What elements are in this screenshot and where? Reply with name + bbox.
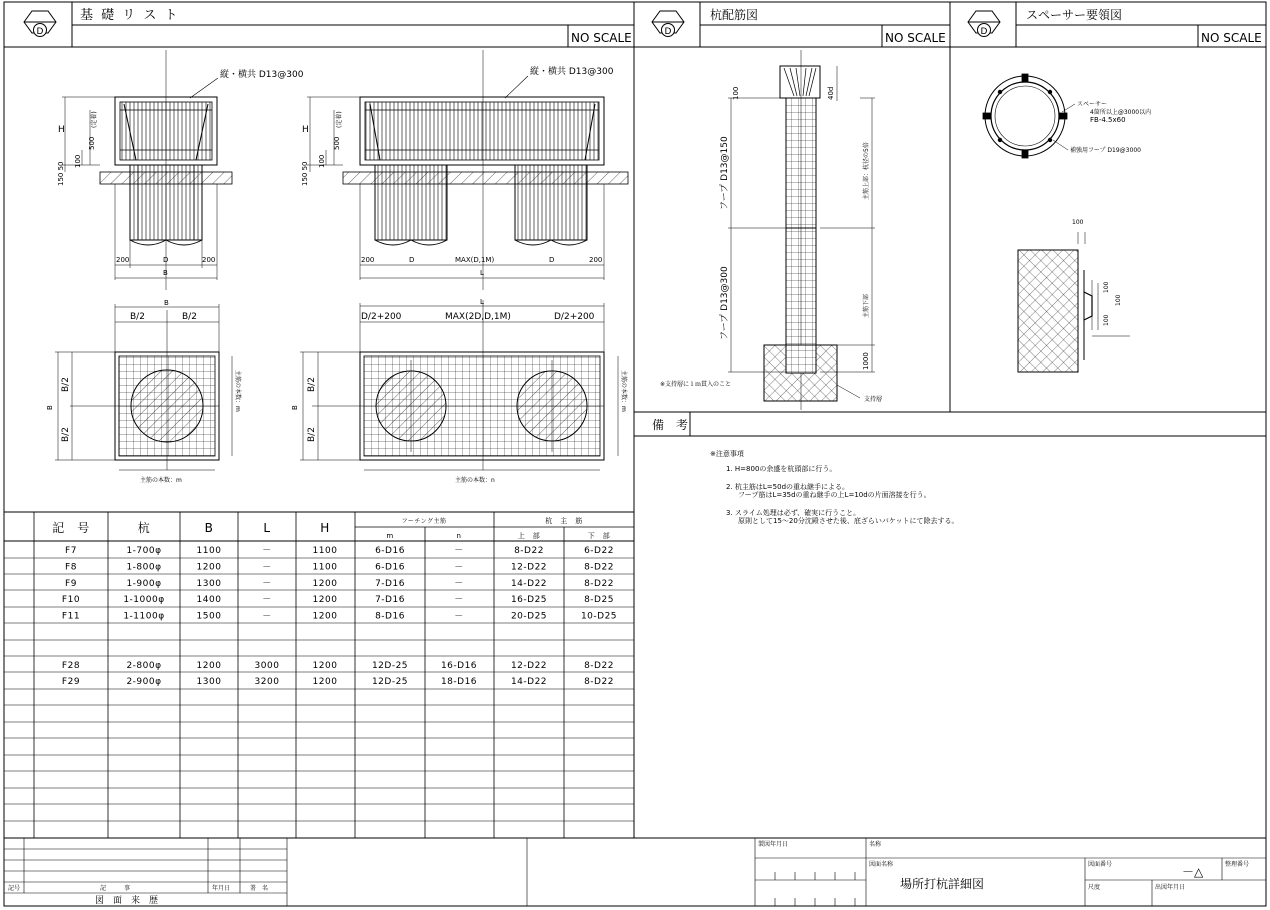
tb-revision-date: 年月日 xyxy=(212,885,231,892)
plan-main-count-m-vert: 主筋の本数：m xyxy=(234,370,241,412)
section-mark: D xyxy=(980,27,988,37)
pile-panel-title: 杭配筋図 xyxy=(710,8,759,22)
tb-revision-mark: 記号 xyxy=(8,885,21,892)
table-cell: － xyxy=(262,611,272,622)
spacer-detail-labels xyxy=(1070,101,1151,326)
remarks xyxy=(652,412,958,525)
spacer-spec-1: 4箇所以上@3000以内 xyxy=(1090,109,1152,116)
table-cell: － xyxy=(262,562,272,573)
table-cell: 1-1000φ xyxy=(123,595,165,606)
table-cell: 8-D22 xyxy=(584,677,614,688)
table-cell: 18-D16 xyxy=(440,677,478,688)
table-cell: 1200 xyxy=(312,611,338,622)
dim-500: 500 xyxy=(88,136,96,150)
th-L: L xyxy=(263,521,271,535)
table-cell: 1-800φ xyxy=(126,562,162,573)
table-cell: 1200 xyxy=(312,595,338,606)
tb-revision-record: 記 事 xyxy=(100,885,131,892)
table-cell: 1-700φ xyxy=(126,546,162,556)
spacer-dim-100-low: 100 xyxy=(1103,314,1110,326)
table-cell: 12-D22 xyxy=(510,660,548,671)
plan-dim-L: L xyxy=(480,298,484,306)
dim-fixed: (定着) xyxy=(91,111,98,128)
plan-dim-max-2d: MAX(2D,D,1M) xyxy=(445,312,511,322)
tb-drawing-no-label: 図面番号 xyxy=(1088,861,1113,868)
table-cell: － xyxy=(454,546,464,556)
spacer-hoop: 補強用フープ D19@3000 xyxy=(1070,147,1141,154)
tb-sheet-label: 整理番号 xyxy=(1225,861,1250,868)
table-cell: F29 xyxy=(61,677,81,688)
pile-hoop-lower: フープ D13@300 xyxy=(720,266,730,340)
table-cell: 8-D22 xyxy=(584,660,614,671)
remark-item-5: 原則として15～20分沈殿させた後、底ざらいバケットにて除去する。 xyxy=(738,517,959,525)
dim-D: D xyxy=(163,256,169,264)
th-pile-main: 杭 主 筋 xyxy=(545,517,583,525)
table-cell: 1400 xyxy=(196,595,222,606)
table-cell: F7 xyxy=(65,546,77,556)
pile-dim-1000: 1000 xyxy=(862,352,870,370)
table-cell: 14-D22 xyxy=(510,578,548,589)
remarks-title: 備 考 xyxy=(652,418,689,432)
dim-H: H xyxy=(58,125,65,135)
table-cell: － xyxy=(454,578,464,589)
table-cell: F8 xyxy=(65,562,77,573)
table-cell: 6-D16 xyxy=(375,562,405,573)
th-lower: 下 部 xyxy=(587,532,611,540)
plan-main-count-m: 主筋の本数：m xyxy=(140,477,182,484)
pile-detail xyxy=(728,50,875,410)
rebar-note: 縦・横共 D13@300 xyxy=(220,70,304,80)
tb-history: 図 面 来 歴 xyxy=(95,896,159,906)
table-cell: 6-D22 xyxy=(584,546,614,556)
plan-dim-B: B xyxy=(164,299,169,307)
th-n: n xyxy=(456,532,462,540)
remark-item-1: 1. H=800の余盛を杭頭部に行う。 xyxy=(726,465,837,473)
plan-dim-B2-down: B/2 xyxy=(61,427,71,442)
table-cell: 1-900φ xyxy=(126,578,162,589)
th-upper: 上 部 xyxy=(517,532,541,540)
plan-dim-d2-right: D/2+200 xyxy=(554,312,595,322)
dim-200-left: 200 xyxy=(361,256,375,264)
spacer-panel-scale: NO SCALE xyxy=(1201,31,1262,45)
dim-100: 100 xyxy=(74,154,82,168)
remark-item-4: 3. スライム処理は必ず、確実に行うこと。 xyxy=(726,509,861,517)
spacer-name: スペーサー xyxy=(1077,101,1108,108)
remark-item-2: 2. 杭主筋はL=50dの重ね継手による。 xyxy=(726,483,850,491)
plan-dim-B-vert: B xyxy=(46,405,54,410)
dim-L: L xyxy=(480,269,484,277)
table-cell: － xyxy=(454,562,464,573)
table-cell: 8-D16 xyxy=(375,611,405,622)
table-cell: F28 xyxy=(61,660,81,671)
table-cell: 8-D22 xyxy=(584,562,614,573)
spacer-dim-100-mid: 100 xyxy=(1115,294,1122,306)
table-cell: 8-D22 xyxy=(514,546,544,556)
th-mark: 記 号 xyxy=(52,521,90,535)
pile-panel-scale: NO SCALE xyxy=(885,31,946,45)
foundation-table-grid xyxy=(4,512,634,838)
table-cell: 7-D16 xyxy=(375,578,405,589)
pile-dim-100: 100 xyxy=(732,86,740,100)
table-cell: － xyxy=(262,546,272,556)
table-cell: 1200 xyxy=(312,578,338,589)
th-B: B xyxy=(204,521,214,535)
table-cell: F10 xyxy=(61,595,81,606)
dim-200-right: 200 xyxy=(202,256,216,264)
table-cell: 1-1100φ xyxy=(123,611,165,622)
table-cell: 1200 xyxy=(312,660,338,671)
table-cell: 1100 xyxy=(312,562,338,573)
foundation-table-header xyxy=(52,516,610,540)
plan-dim-B2-up: B/2 xyxy=(61,377,71,392)
dim-200-left: 200 xyxy=(116,256,130,264)
dim-max-d1m: MAX(D,1M) xyxy=(455,256,495,264)
th-footing: フーチング主筋 xyxy=(401,518,447,525)
dim-150-50: 150 50 xyxy=(301,161,309,186)
section-mark: D xyxy=(664,27,672,37)
rebar-note: 縦・横共 D13@300 xyxy=(530,67,614,77)
pile-support-layer: 支持層 xyxy=(864,396,883,403)
table-cell: F11 xyxy=(61,611,81,622)
table-cell: 10-D25 xyxy=(580,611,618,622)
tb-drawing-no: －△ xyxy=(1182,865,1204,879)
foundation-panel-title: 基 礎 リ ス ト xyxy=(80,8,180,23)
foundation-panel-scale: NO SCALE xyxy=(571,31,632,45)
table-cell: F9 xyxy=(65,578,77,589)
table-cell: － xyxy=(262,595,272,606)
table-cell: 3200 xyxy=(254,677,280,688)
table-cell: 8-D22 xyxy=(584,578,614,589)
table-cell: 1200 xyxy=(196,660,222,671)
dim-H: H xyxy=(302,125,309,135)
plan-dim-B2-right: B/2 xyxy=(182,312,197,322)
table-cell: 6-D16 xyxy=(375,546,405,556)
table-cell: 1300 xyxy=(196,578,222,589)
th-m: m xyxy=(386,532,394,540)
pile-main-upper: 主筋上部：杭径の5倍 xyxy=(863,142,870,200)
table-cell: 20-D25 xyxy=(510,611,548,622)
plan-main-count-n: 主筋の本数：n xyxy=(455,477,495,484)
pile-dim-40d: 40d xyxy=(827,86,835,100)
header-spacer xyxy=(968,2,1266,47)
pile-hoop-upper: フープ D13@150 xyxy=(720,136,730,210)
section-mark: D xyxy=(36,27,44,37)
table-cell: 7-D16 xyxy=(375,595,405,606)
header-pile xyxy=(652,2,950,47)
title-block-labels xyxy=(8,840,1249,906)
table-cell: 12-D22 xyxy=(510,562,548,573)
table-cell: 14-D22 xyxy=(510,677,548,688)
table-cell: 1500 xyxy=(196,611,222,622)
table-cell: 1100 xyxy=(312,546,338,556)
table-cell: 1300 xyxy=(196,677,222,688)
elevation-single-pile xyxy=(62,50,232,290)
table-cell: － xyxy=(262,578,272,589)
pile-note: ※支持層に１ｍ貫入のこと xyxy=(660,381,732,388)
tb-drawn-date: 製図年月日 xyxy=(758,841,789,848)
table-cell: 3000 xyxy=(254,660,280,671)
table-cell: 2-900φ xyxy=(126,677,162,688)
header-foundation xyxy=(24,2,634,47)
dim-D-left: D xyxy=(409,256,415,264)
plan-dim-B2-down: B/2 xyxy=(307,427,317,442)
tb-name-label: 名称 xyxy=(869,841,882,848)
dim-B: B xyxy=(163,269,168,277)
tb-scale-label: 尺度 xyxy=(1088,884,1101,891)
table-cell: － xyxy=(454,595,464,606)
remarks-heading: ※注意事項 xyxy=(710,450,744,458)
th-H: H xyxy=(320,521,330,535)
plan-dim-B-vert: B xyxy=(291,405,299,410)
dim-150-50: 150 50 xyxy=(57,161,65,186)
dim-D-right: D xyxy=(549,256,555,264)
table-cell: 16-D16 xyxy=(440,660,478,671)
remark-item-3: フープ筋はL=35dの重ね継手の上L=10dの片面溶接を行う。 xyxy=(738,491,931,499)
elevation-double-pile xyxy=(307,50,628,290)
table-cell: 1200 xyxy=(196,562,222,573)
spacer-dim-100-top: 100 xyxy=(1072,219,1084,226)
dim-500: 500 xyxy=(333,136,341,150)
table-cell: 1200 xyxy=(312,677,338,688)
dim-fixed: (定着) xyxy=(336,111,343,128)
plan-double-pile xyxy=(300,300,618,470)
pile-main-lower: 主筋下部 xyxy=(863,293,870,318)
tb-revision-sign: 署 名 xyxy=(250,885,269,892)
foundation-table-body xyxy=(62,546,617,687)
table-cell: 12D-25 xyxy=(371,677,409,688)
table-cell: 1100 xyxy=(196,546,222,556)
th-pile: 杭 xyxy=(137,521,151,535)
table-cell: － xyxy=(454,611,464,622)
tb-drawing-name-label: 図面名称 xyxy=(869,861,894,868)
plan-main-count-m-vert: 主筋の本数：m xyxy=(620,370,627,412)
spacer-spec-2: FB-4.5x60 xyxy=(1090,116,1126,124)
title-block-grid xyxy=(4,838,1266,906)
table-cell: 8-D25 xyxy=(584,595,614,606)
plan-dim-B2-left: B/2 xyxy=(130,312,145,322)
tb-drawing-name: 場所打杭詳細図 xyxy=(900,877,985,891)
dim-100: 100 xyxy=(318,154,326,168)
dim-200-right: 200 xyxy=(589,256,603,264)
tb-issue-label: 出図年月日 xyxy=(1155,884,1186,891)
plan-single-pile xyxy=(55,304,232,470)
table-cell: 16-D25 xyxy=(510,595,548,606)
spacer-dim-100-right: 100 xyxy=(1103,281,1110,293)
table-cell: 2-800φ xyxy=(126,660,162,671)
table-cell: 12D-25 xyxy=(371,660,409,671)
plan-dim-B2-up: B/2 xyxy=(307,377,317,392)
plan-dim-d2-left: D/2+200 xyxy=(361,312,402,322)
spacer-panel-title: スペーサー要領図 xyxy=(1026,8,1123,22)
